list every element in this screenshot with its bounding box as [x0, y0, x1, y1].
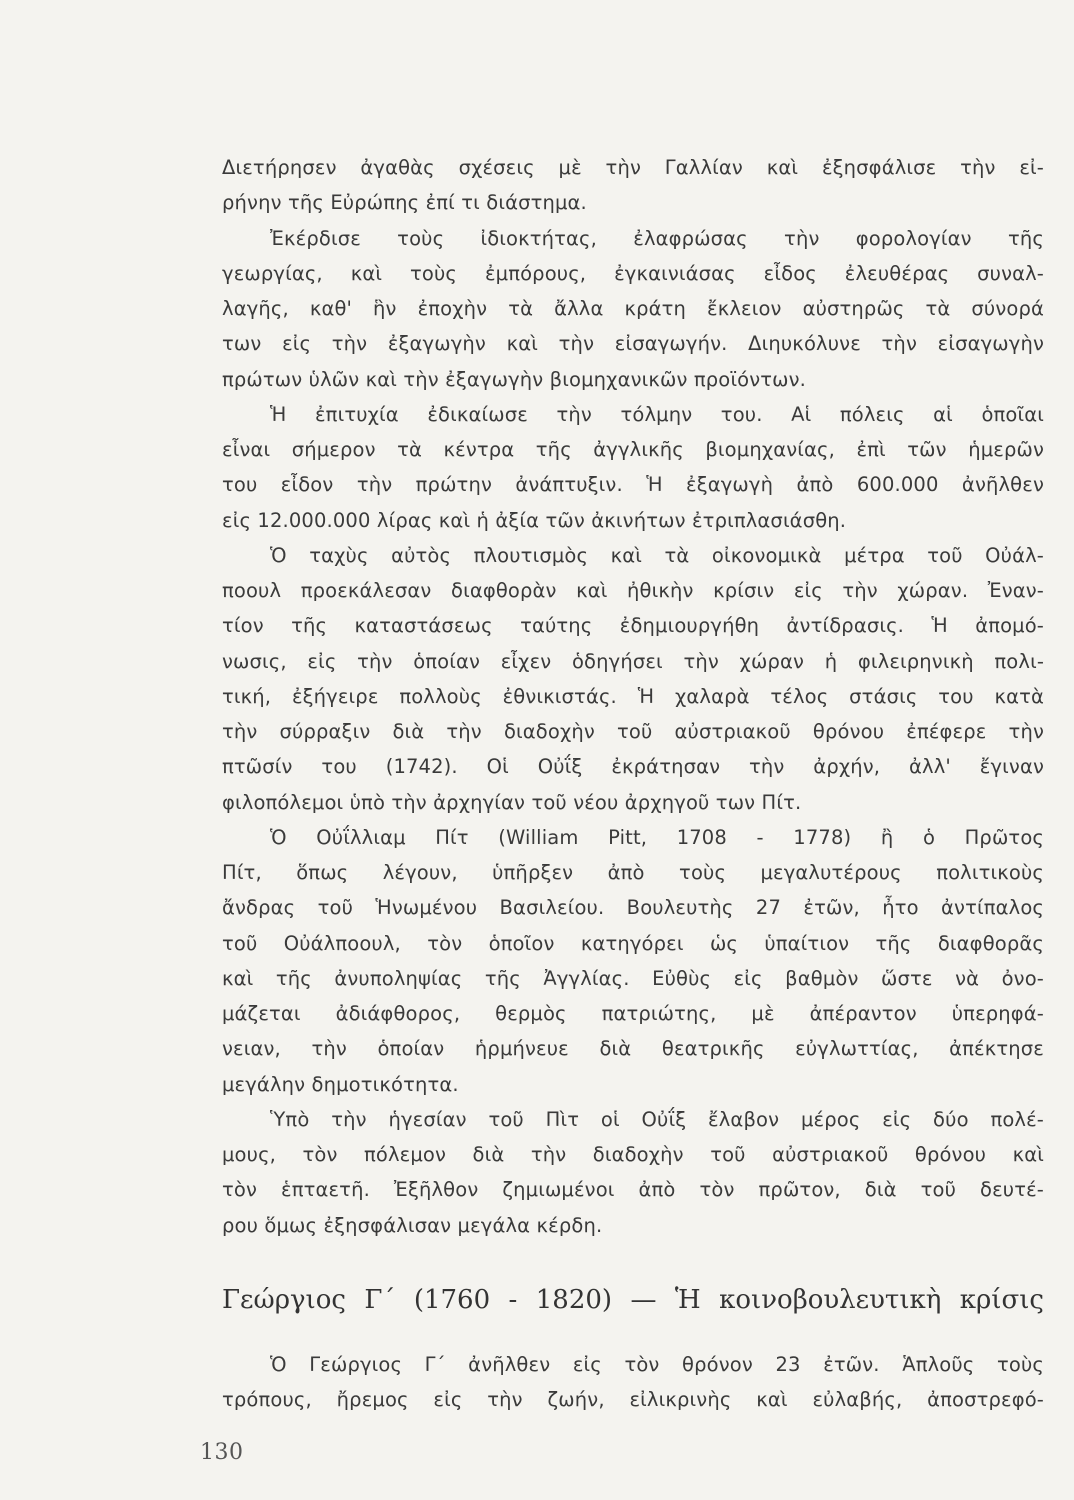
text-line: ἄνδρας τοῦ Ἡνωμένου Βασιλείου. Βουλευτὴς 27 ἐτῶν, ἦτο ἀντίπαλος [222, 896, 1044, 920]
text-line: Ἡ ἐπιτυχία ἐδικαίωσε τὴν τόλμην του. Αἱ πόλεις αἱ ὁποῖαι [270, 402, 1044, 426]
text-line: εἶναι σήμερον τὰ κέντρα τῆς ἀγγλικῆς βιομηχανίας, ἐπὶ τῶν ἡμερῶν [222, 438, 1044, 461]
text-line: του εἶδον τὴν πρώτην ἀνάπτυξιν. Ἡ ἐξαγωγὴ ἀπὸ 600.000 ἀνῆλθεν [222, 473, 1044, 497]
text-line: ρου ὅμως ἐξησφάλισαν μεγάλα κέρδη. [222, 1213, 603, 1237]
text-line: τὸν ἑπταετῆ. Ἐξῆλθον ζημιωμένοι ἀπὸ τὸν πρῶτον, διὰ τοῦ δευτέ- [222, 1178, 1044, 1202]
text-line: Ὁ Γεώργιος Γ΄ ἀνῆλθεν εἰς τὸν θρόνον 23 ἐτῶν. Ἁπλοῦς τοὺς [270, 1353, 1044, 1376]
text-line: Πίτ, ὅπως λέγουν, ὑπῆρξεν ἀπὸ τοὺς μεγαλυτέρους πολιτικοὺς [222, 861, 1044, 884]
text-line: καὶ τῆς ἀνυποληψίας τῆς Ἀγγλίας. Εὐθὺς εἰς βαθμὸν ὥστε νὰ ὀνο- [222, 966, 1044, 990]
text-line: Ὑπὸ τὴν ἡγεσίαν τοῦ Πὶτ οἱ Οὐΐξ ἔλαβον μέρος εἰς δύο πολέ- [270, 1107, 1044, 1131]
text-line: φιλοπόλεμοι ὑπὸ τὴν ἀρχηγίαν τοῦ νέου ἀρχηγοῦ των Πίτ. [222, 790, 802, 814]
text-line: ποουλ προεκάλεσαν διαφθορὰν καὶ ἠθικὴν κρίσιν εἰς τὴν χώραν. Ἐναν- [222, 579, 1044, 602]
body-text [222, 150, 1044, 1243]
text-line: πτῶσίν του (1742). Οἱ Οὐΐξ ἐκράτησαν τὴν ἀρχήν, ἀλλ' ἔγιναν [222, 755, 1044, 779]
text-line: τίον τῆς καταστάσεως ταύτης ἐδημιουργήθη ἀντίδρασις. Ἡ ἀπομό- [222, 614, 1044, 638]
text-line: νειαν, τὴν ὁποίαν ἡρμήνευε διὰ θεατρικῆς εὐγλωττίας, ἀπέκτησε [222, 1037, 1044, 1061]
text-line: ρήνην τῆς Εὐρώπης ἐπί τι διάστημα. [222, 191, 587, 215]
text-line: πρώτων ὑλῶν καὶ τὴν ἐξαγωγὴν βιομηχανικῶν προϊόντων. [222, 367, 807, 391]
text-line: μάζεται ἀδιάφθορος, θερμὸς πατριώτης, μὲ ἀπέραντον ὑπερηφά- [222, 1002, 1044, 1025]
text-line: τοῦ Οὐάλποουλ, τὸν ὁποῖον κατηγόρει ὡς ὑπαίτιον τῆς διαφθορᾶς [222, 931, 1044, 955]
text-line: Ὁ ταχὺς αὐτὸς πλουτισμὸς καὶ τὰ οἰκονομικὰ μέτρα τοῦ Οὐάλ- [270, 543, 1044, 567]
section-heading: Γεώργιος Γ΄ (1760 - 1820) — Ἡ κοινοβουλευτικὴ κρίσις [222, 1285, 1044, 1315]
text-line: γεωργίας, καὶ τοὺς ἐμπόρους, ἐγκαινιάσας εἶδος ἐλευθέρας συναλ- [222, 261, 1044, 285]
text-line: τική, ἐξήγειρε πολλοὺς ἐθνικιστάς. Ἡ χαλαρὰ τέλος στάσις του κατὰ [222, 684, 1044, 708]
text-line: νωσις, εἰς τὴν ὁποίαν εἶχεν ὁδηγήσει τὴν χώραν ἡ φιλειρηνικὴ πολι- [222, 649, 1044, 673]
text-line: Ὁ Οὐΐλλιαμ Πίτ (William Pitt, 1708 - 1778) ἢ ὁ Πρῶτος [270, 825, 1044, 849]
text-line: μους, τὸν πόλεμον διὰ τὴν διαδοχὴν τοῦ αὐστριακοῦ θρόνου καὶ [222, 1143, 1044, 1166]
text-line: τρόπους, ἤρεμος εἰς τὴν ζωήν, εἰλικρινὴς καὶ εὐλαβής, ἀποστρεφό- [222, 1388, 1044, 1412]
page-number: 130 [200, 1440, 244, 1465]
text-line: εἰς 12.000.000 λίρας καὶ ἡ ἀξία τῶν ἀκινήτων ἐτριπλασιάσθη. [222, 508, 847, 532]
text-line: μεγάλην δημοτικότητα. [222, 1072, 459, 1096]
text-line: λαγῆς, καθ' ἣν ἐποχὴν τὰ ἄλλα κράτη ἔκλειον αὐστηρῶς τὰ σύνορά [222, 297, 1044, 320]
text-line: Διετήρησεν ἀγαθὰς σχέσεις μὲ τὴν Γαλλίαν καὶ ἐξησφάλισε τὴν εἰ- [222, 156, 1044, 179]
text-line: των εἰς τὴν ἐξαγωγὴν καὶ τὴν εἰσαγωγήν. Διηυκόλυνε τὴν εἰσαγωγὴν [222, 332, 1044, 356]
section-text [222, 1347, 1044, 1418]
text-line: τὴν σύρραξιν διὰ τὴν διαδοχὴν τοῦ αὐστριακοῦ θρόνου ἐπέφερε τὴν [222, 720, 1044, 743]
text-line: Ἐκέρδισε τοὺς ἰδιοκτήτας, ἐλαφρώσας τὴν φορολογίαν τῆς [270, 226, 1044, 250]
